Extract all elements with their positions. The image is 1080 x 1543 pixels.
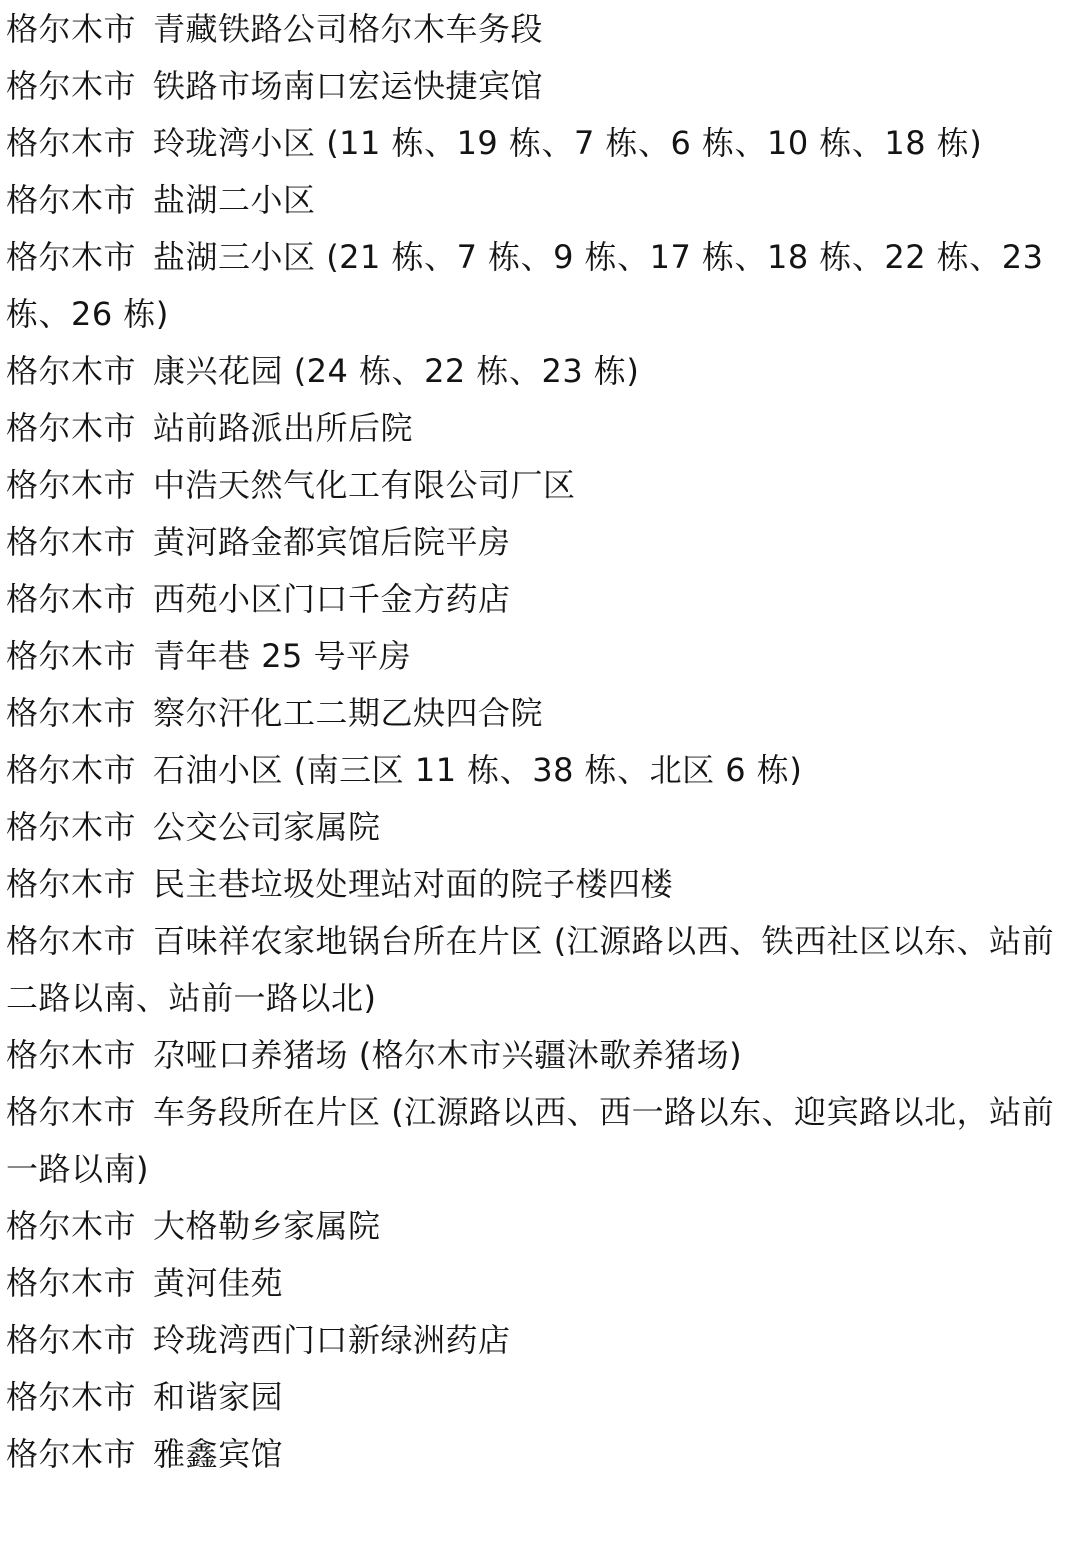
city-label: 格尔木市 [6, 637, 137, 675]
location-label: 察尔汗化工二期乙炔四合院 [153, 694, 544, 732]
list-item [6, 457, 1076, 514]
city-label: 格尔木市 [6, 694, 137, 732]
city-label: 格尔木市 [6, 1321, 137, 1359]
list-item [6, 1027, 1076, 1084]
location-label: 民主巷垃圾处理站对面的院子楼四楼 [153, 865, 674, 903]
city-label: 格尔木市 [6, 124, 137, 162]
location-label: 站前路派出所后院 [153, 409, 414, 447]
city-label: 格尔木市 [6, 865, 137, 903]
location-label: 康兴花园 (24 栋、22 栋、23 栋) [153, 352, 640, 390]
city-label: 格尔木市 [6, 181, 137, 219]
list-item [6, 1312, 1076, 1369]
city-label: 格尔木市 [6, 466, 137, 504]
list-item [6, 400, 1076, 457]
location-label: 中浩天然气化工有限公司厂区 [153, 466, 576, 504]
city-label: 格尔木市 [6, 922, 137, 960]
list-item [6, 742, 1076, 799]
list-item [6, 685, 1076, 742]
list-item [6, 172, 1076, 229]
city-label: 格尔木市 [6, 352, 137, 390]
list-item [6, 229, 1076, 343]
list-item [6, 514, 1076, 571]
city-label: 格尔木市 [6, 1093, 137, 1131]
location-label: 百味祥农家地锅台所在片区 (江源路以西、铁西社区以东、站前二路以南、站前一路以北) [6, 922, 1055, 1017]
list-item [6, 799, 1076, 856]
city-label: 格尔木市 [6, 1435, 137, 1473]
location-label: 西苑小区门口千金方药店 [153, 580, 511, 618]
location-label: 盐湖三小区 (21 栋、7 栋、9 栋、17 栋、18 栋、22 栋、23 栋、26 栋) [6, 238, 1044, 333]
city-label: 格尔木市 [6, 1036, 137, 1074]
location-label: 车务段所在片区 (江源路以西、西一路以东、迎宾路以北，站前一路以南) [6, 1093, 1055, 1188]
list-item [6, 343, 1076, 400]
city-label: 格尔木市 [6, 808, 137, 846]
city-label: 格尔木市 [6, 1378, 137, 1416]
city-label: 格尔木市 [6, 580, 137, 618]
list-item [6, 1198, 1076, 1255]
list-item [6, 115, 1076, 172]
city-label: 格尔木市 [6, 1264, 137, 1302]
location-label: 玲珑湾西门口新绿洲药店 [153, 1321, 511, 1359]
location-label: 盐湖二小区 [153, 181, 316, 219]
list-item [6, 913, 1076, 1027]
location-label: 石油小区 (南三区 11 栋、38 栋、北区 6 栋) [153, 751, 803, 789]
location-label: 青年巷 25 号平房 [153, 637, 412, 675]
city-label: 格尔木市 [6, 238, 137, 276]
list-item [6, 1, 1076, 58]
location-label: 大格勒乡家属院 [153, 1207, 381, 1245]
location-label: 黄河路金都宾馆后院平房 [153, 523, 511, 561]
city-label: 格尔木市 [6, 10, 137, 48]
location-label: 玲珑湾小区 (11 栋、19 栋、7 栋、6 栋、10 栋、18 栋) [153, 124, 983, 162]
list-item [6, 58, 1076, 115]
city-label: 格尔木市 [6, 1207, 137, 1245]
city-label: 格尔木市 [6, 751, 137, 789]
city-label: 格尔木市 [6, 523, 137, 561]
list-item [6, 1369, 1076, 1426]
location-label: 雅鑫宾馆 [153, 1435, 284, 1473]
location-label: 和谐家园 [153, 1378, 284, 1416]
city-label: 格尔木市 [6, 409, 137, 447]
list-item [6, 856, 1076, 913]
list-item [6, 1084, 1076, 1198]
location-label: 公交公司家属院 [153, 808, 381, 846]
location-label: 铁路市场南口宏运快捷宾馆 [153, 67, 544, 105]
list-item [6, 1426, 1076, 1483]
list-item [6, 1255, 1076, 1312]
location-label: 黄河佳苑 [153, 1264, 284, 1302]
list-item [6, 571, 1076, 628]
location-label: 尕哑口养猪场 (格尔木市兴疆沐歌养猪场) [153, 1036, 743, 1074]
city-label: 格尔木市 [6, 67, 137, 105]
location-label: 青藏铁路公司格尔木车务段 [153, 10, 544, 48]
list-item [6, 628, 1076, 685]
